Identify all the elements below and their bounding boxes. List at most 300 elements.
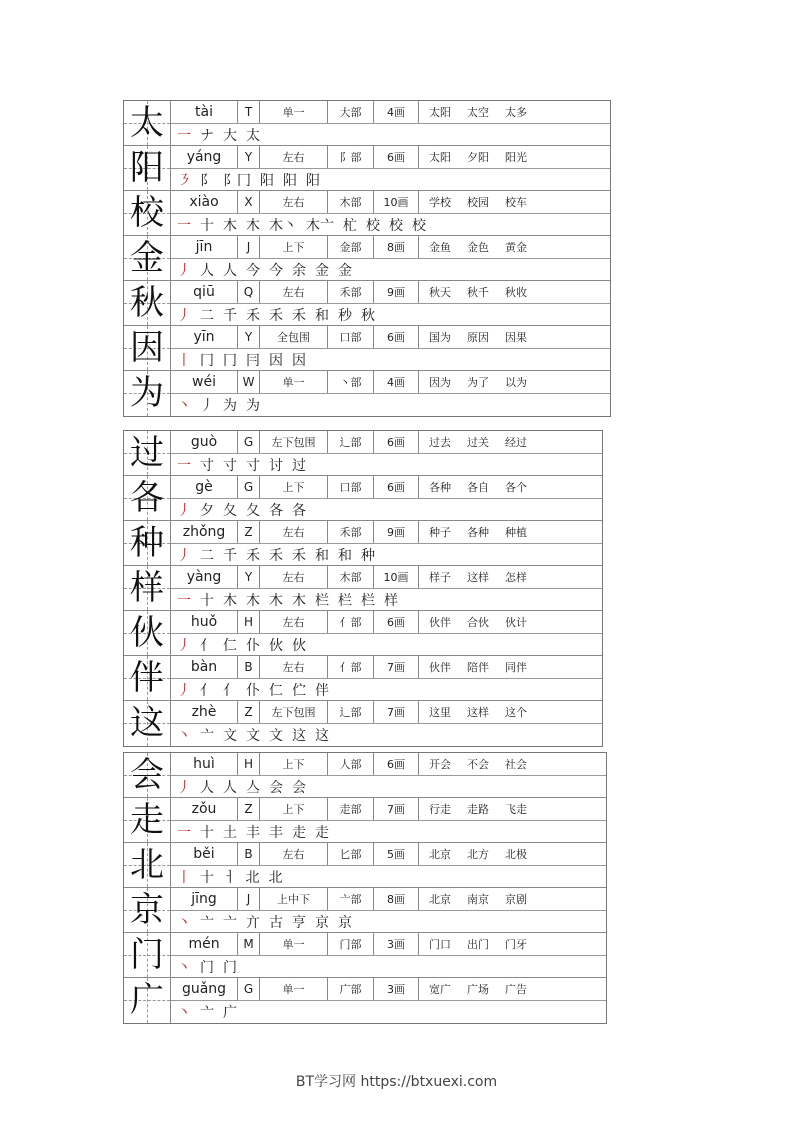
stroke-order — [171, 499, 602, 520]
example-words — [419, 371, 610, 393]
example-word: 行走 — [429, 803, 451, 816]
info-row — [171, 191, 610, 214]
character-entry — [124, 326, 610, 371]
stroke-step: 亻 — [200, 637, 214, 654]
info-row — [171, 281, 610, 304]
radical: 口部 — [328, 476, 374, 498]
example-word: 这个 — [505, 706, 527, 719]
pinyin: guò — [171, 431, 238, 453]
character: 各 — [130, 478, 164, 518]
stroke-step: ㅓ — [223, 869, 237, 886]
stroke-step: 十 — [200, 824, 214, 841]
pinyin: zǒu — [171, 798, 238, 820]
stroke-step: 亨 — [292, 914, 306, 931]
example-word: 因为 — [429, 376, 451, 389]
pinyin: yīn — [171, 326, 238, 348]
initial-letter: W — [238, 371, 260, 393]
character-entry — [124, 933, 606, 978]
character-entry — [124, 843, 606, 888]
stroke-order — [171, 259, 610, 280]
radical: 亻部 — [328, 656, 374, 678]
initial-letter: Y — [238, 146, 260, 168]
stroke-step: 伙 — [269, 637, 283, 654]
stroke-step: 仆 — [246, 637, 260, 654]
example-words — [419, 326, 610, 348]
stroke-step: 丿 — [200, 398, 214, 414]
character-table-2 — [123, 430, 603, 747]
structure: 左右 — [260, 566, 328, 588]
character-entry — [124, 281, 610, 326]
stroke-order — [171, 634, 602, 655]
stroke-step: 一 — [177, 824, 191, 841]
example-word: 这样 — [467, 571, 489, 584]
structure: 左右 — [260, 656, 328, 678]
character-entry — [124, 611, 602, 656]
example-word: 秋天 — [429, 286, 451, 299]
pinyin: jīn — [171, 236, 238, 258]
stroke-step: 人 — [223, 262, 237, 279]
stroke-step: 门 — [200, 959, 214, 976]
character-cell — [124, 236, 171, 280]
radical: 木部 — [328, 566, 374, 588]
character-entry — [124, 146, 610, 191]
stroke-order — [171, 679, 602, 700]
example-word: 原因 — [467, 331, 489, 344]
example-words — [419, 888, 606, 910]
stroke-step: 丿 — [177, 307, 191, 324]
example-word: 出门 — [467, 938, 489, 951]
character: 种 — [130, 523, 164, 563]
stroke-count: 5画 — [374, 843, 419, 865]
example-word: 夕阳 — [467, 151, 489, 164]
stroke-step: 伫 — [292, 682, 306, 699]
structure: 左右 — [260, 611, 328, 633]
stroke-order — [171, 589, 602, 610]
stroke-step: 阝 — [200, 172, 214, 189]
example-word: 陪伴 — [467, 661, 489, 674]
stroke-count: 3画 — [374, 978, 419, 1000]
info-row — [171, 843, 606, 866]
stroke-step: 会 — [292, 779, 306, 796]
example-word: 黄金 — [505, 241, 527, 254]
example-word: 北极 — [505, 848, 527, 861]
example-words — [419, 236, 610, 258]
stroke-step: 仁 — [269, 682, 283, 699]
example-word: 种植 — [505, 526, 527, 539]
stroke-step: 栏 — [315, 592, 329, 609]
stroke-step: 走 — [315, 824, 329, 841]
example-word: 为了 — [467, 376, 489, 389]
example-word: 走路 — [467, 803, 489, 816]
character-cell — [124, 371, 171, 416]
example-words — [419, 191, 610, 213]
example-words — [419, 566, 602, 588]
stroke-step: 十 — [200, 869, 214, 886]
stroke-step: 丰 — [246, 824, 260, 841]
character-table-1 — [123, 100, 611, 417]
example-word: 南京 — [467, 893, 489, 906]
stroke-step: 丿 — [177, 502, 191, 519]
pinyin: huǒ — [171, 611, 238, 633]
stroke-step: 禾 — [292, 547, 306, 564]
character: 因 — [130, 328, 164, 368]
stroke-step: 丨 — [177, 869, 191, 886]
example-word: 太空 — [467, 106, 489, 119]
initial-letter: B — [238, 843, 260, 865]
stroke-step: 禾 — [292, 307, 306, 324]
example-word: 以为 — [505, 376, 527, 389]
structure: 单一 — [260, 978, 328, 1000]
example-word: 这里 — [429, 706, 451, 719]
stroke-step: 冃 — [246, 352, 260, 369]
character: 样 — [130, 568, 164, 608]
info-row — [171, 656, 602, 679]
stroke-step: 亻 — [200, 682, 214, 699]
radical: 辶部 — [328, 431, 374, 453]
info-row — [171, 371, 610, 394]
stroke-step: 校 — [389, 217, 403, 234]
stroke-step: 为 — [223, 398, 237, 414]
info-row — [171, 978, 606, 1001]
stroke-step: 金 — [338, 262, 352, 279]
stroke-step: 夂 — [223, 502, 237, 519]
stroke-count: 9画 — [374, 521, 419, 543]
stroke-count: 6画 — [374, 326, 419, 348]
example-word: 门口 — [429, 938, 451, 951]
pinyin: xiào — [171, 191, 238, 213]
stroke-step: 丿 — [177, 547, 191, 564]
stroke-step: 秒 — [338, 307, 352, 324]
pinyin: zhǒng — [171, 521, 238, 543]
stroke-step: 木 — [246, 592, 260, 609]
character: 伴 — [130, 658, 164, 698]
example-word: 因果 — [505, 331, 527, 344]
stroke-step: 木亠 — [306, 217, 334, 234]
character: 金 — [130, 238, 164, 278]
stroke-step: 二 — [200, 547, 214, 564]
structure: 上下 — [260, 236, 328, 258]
pinyin: wéi — [171, 371, 238, 393]
stroke-step: 千 — [223, 547, 237, 564]
stroke-step: 丨 — [177, 352, 191, 369]
stroke-step: 过 — [292, 457, 306, 474]
stroke-step: 一 — [177, 592, 191, 609]
stroke-step: 冂 — [223, 352, 237, 369]
stroke-step: 丰 — [269, 824, 283, 841]
character: 秋 — [130, 283, 164, 323]
stroke-step: 丶 — [177, 959, 191, 976]
character-cell — [124, 101, 171, 145]
character: 伙 — [130, 613, 164, 653]
stroke-step: 木丶 — [269, 217, 297, 234]
stroke-order — [171, 454, 602, 475]
stroke-order — [171, 544, 602, 565]
stroke-order — [171, 956, 606, 977]
structure: 左右 — [260, 281, 328, 303]
stroke-step: 人 — [200, 262, 214, 279]
character-cell — [124, 281, 171, 325]
character-entry — [124, 476, 602, 521]
info-row — [171, 146, 610, 169]
stroke-order — [171, 724, 602, 746]
example-word: 广场 — [467, 983, 489, 996]
stroke-step: 木 — [223, 217, 237, 234]
character: 门 — [130, 935, 164, 975]
stroke-step: 杧 — [343, 217, 357, 234]
stroke-step: 太 — [246, 127, 260, 144]
example-word: 秋千 — [467, 286, 489, 299]
stroke-step: 伙 — [292, 637, 306, 654]
stroke-step: 一 — [177, 127, 191, 144]
stroke-count: 7画 — [374, 798, 419, 820]
initial-letter: Z — [238, 701, 260, 723]
stroke-count: 8画 — [374, 888, 419, 910]
structure: 上下 — [260, 476, 328, 498]
stroke-step: 因 — [292, 352, 306, 369]
stroke-count: 7画 — [374, 701, 419, 723]
initial-letter: Y — [238, 566, 260, 588]
character: 太 — [130, 103, 164, 143]
stroke-step: 今 — [269, 262, 283, 279]
stroke-step: 和 — [315, 547, 329, 564]
stroke-count: 8画 — [374, 236, 419, 258]
stroke-step: 为 — [246, 398, 260, 414]
character: 过 — [130, 433, 164, 473]
stroke-step: 亠 — [200, 728, 214, 744]
stroke-step: 丿 — [177, 779, 191, 796]
stroke-step: 寸 — [223, 457, 237, 474]
stroke-step: 一 — [177, 457, 191, 474]
stroke-step: 土 — [223, 824, 237, 841]
example-words — [419, 656, 602, 678]
stroke-step: ㇋ — [177, 172, 191, 189]
stroke-step: 禾 — [269, 547, 283, 564]
initial-letter: J — [238, 236, 260, 258]
stroke-count: 6画 — [374, 146, 419, 168]
character: 为 — [130, 373, 164, 413]
stroke-step: 种 — [361, 547, 375, 564]
stroke-step: 丿 — [177, 637, 191, 654]
stroke-step: 寸 — [200, 457, 214, 474]
radical: 木部 — [328, 191, 374, 213]
character-entry — [124, 371, 610, 416]
stroke-step: 仆 — [246, 682, 260, 699]
character-cell — [124, 978, 171, 1023]
radical: 禾部 — [328, 281, 374, 303]
character-entry — [124, 888, 606, 933]
pinyin: huì — [171, 753, 238, 775]
radical: 大部 — [328, 101, 374, 123]
stroke-step: 丶 — [177, 1005, 191, 1021]
stroke-step: 走 — [292, 824, 306, 841]
pinyin: jīng — [171, 888, 238, 910]
radical: 阝部 — [328, 146, 374, 168]
info-row — [171, 566, 602, 589]
character-cell — [124, 656, 171, 700]
pinyin: běi — [171, 843, 238, 865]
example-word: 阳光 — [505, 151, 527, 164]
stroke-step: 今 — [246, 262, 260, 279]
stroke-step: 禾 — [246, 547, 260, 564]
stroke-step: 阳 — [306, 172, 320, 189]
stroke-order — [171, 1001, 606, 1023]
example-word: 伙伴 — [429, 616, 451, 629]
stroke-step: 丶 — [177, 914, 191, 931]
stroke-step: 文 — [246, 728, 260, 744]
character-entry — [124, 101, 610, 146]
stroke-count: 9画 — [374, 281, 419, 303]
stroke-step: 木 — [223, 592, 237, 609]
character: 走 — [130, 800, 164, 840]
stroke-step: 亣 — [246, 914, 260, 931]
stroke-step: 亠 — [200, 914, 214, 931]
stroke-step: 这 — [315, 728, 329, 744]
stroke-step: 和 — [315, 307, 329, 324]
example-word: 各种 — [429, 481, 451, 494]
radical: 门部 — [328, 933, 374, 955]
example-word: 各自 — [467, 481, 489, 494]
example-word: 不会 — [467, 758, 489, 771]
example-word: 同伴 — [505, 661, 527, 674]
stroke-order — [171, 911, 606, 932]
example-word: 各种 — [467, 526, 489, 539]
stroke-step: 亻 — [223, 682, 237, 699]
character-cell — [124, 326, 171, 370]
initial-letter: H — [238, 753, 260, 775]
character-entry — [124, 978, 606, 1023]
stroke-step: 金 — [315, 262, 329, 279]
stroke-step: 丿 — [177, 262, 191, 279]
example-word: 北方 — [467, 848, 489, 861]
radical: 人部 — [328, 753, 374, 775]
example-words — [419, 843, 606, 865]
character: 校 — [130, 193, 164, 233]
example-word: 金鱼 — [429, 241, 451, 254]
pinyin: guǎng — [171, 978, 238, 1000]
stroke-step: 夕 — [200, 502, 214, 519]
stroke-step: 校 — [412, 217, 426, 234]
structure: 单一 — [260, 933, 328, 955]
radical: 亻部 — [328, 611, 374, 633]
example-words — [419, 476, 602, 498]
pinyin: mén — [171, 933, 238, 955]
info-row — [171, 101, 610, 124]
example-words — [419, 753, 606, 775]
structure: 单一 — [260, 101, 328, 123]
stroke-step: 栏 — [338, 592, 352, 609]
structure: 左右 — [260, 843, 328, 865]
radical: 走部 — [328, 798, 374, 820]
example-word: 学校 — [429, 196, 451, 209]
stroke-step: 校 — [366, 217, 380, 234]
stroke-step: 阳 — [283, 172, 297, 189]
example-words — [419, 281, 610, 303]
radical: 广部 — [328, 978, 374, 1000]
stroke-step: 栏 — [361, 592, 375, 609]
stroke-count: 4画 — [374, 101, 419, 123]
structure: 上中下 — [260, 888, 328, 910]
stroke-step: 亠 — [223, 914, 237, 931]
stroke-step: 广 — [223, 1005, 237, 1021]
character-entry — [124, 701, 602, 746]
character-entry — [124, 521, 602, 566]
stroke-count: 7画 — [374, 656, 419, 678]
character-cell — [124, 933, 171, 977]
example-word: 伙计 — [505, 616, 527, 629]
stroke-count: 10画 — [374, 191, 419, 213]
character: 会 — [130, 755, 164, 795]
structure: 单一 — [260, 371, 328, 393]
example-word: 太阳 — [429, 106, 451, 119]
info-row — [171, 798, 606, 821]
pinyin: zhè — [171, 701, 238, 723]
stroke-step: 冂 — [200, 352, 214, 369]
example-word: 宽广 — [429, 983, 451, 996]
pinyin: qiū — [171, 281, 238, 303]
character-cell — [124, 146, 171, 190]
stroke-step: 讨 — [269, 457, 283, 474]
stroke-step: 木 — [269, 592, 283, 609]
stroke-order — [171, 169, 610, 190]
info-row — [171, 326, 610, 349]
stroke-step: 古 — [269, 914, 283, 931]
character-cell — [124, 611, 171, 655]
character: 阳 — [130, 148, 164, 188]
character-cell — [124, 798, 171, 842]
footer-source: BT学习网 https://btxuexi.com — [295, 1074, 498, 1090]
example-words — [419, 978, 606, 1000]
character-cell — [124, 191, 171, 235]
example-word: 伙伴 — [429, 661, 451, 674]
character-entry — [124, 191, 610, 236]
stroke-order — [171, 866, 606, 887]
stroke-step: 京 — [315, 914, 329, 931]
initial-letter: Z — [238, 798, 260, 820]
stroke-count: 10画 — [374, 566, 419, 588]
stroke-step: 北 — [268, 869, 283, 886]
example-words — [419, 798, 606, 820]
stroke-step: 丿 — [177, 682, 191, 699]
structure: 左右 — [260, 146, 328, 168]
initial-letter: H — [238, 611, 260, 633]
info-row — [171, 476, 602, 499]
info-row — [171, 933, 606, 956]
stroke-step: 十 — [200, 592, 214, 609]
example-word: 金色 — [467, 241, 489, 254]
character-cell — [124, 566, 171, 610]
pinyin: yàng — [171, 566, 238, 588]
character-table-3 — [123, 752, 607, 1024]
initial-letter: Z — [238, 521, 260, 543]
pinyin: bàn — [171, 656, 238, 678]
structure: 左下包围 — [260, 701, 328, 723]
example-word: 广告 — [505, 983, 527, 996]
example-words — [419, 933, 606, 955]
stroke-step: 亠 — [200, 1005, 214, 1021]
radical: 匕部 — [328, 843, 374, 865]
stroke-step: 仁 — [223, 637, 237, 654]
info-row — [171, 888, 606, 911]
pinyin: tài — [171, 101, 238, 123]
character-cell — [124, 701, 171, 746]
stroke-step: 各 — [269, 502, 283, 519]
stroke-step: 丶 — [177, 728, 191, 744]
stroke-count: 3画 — [374, 933, 419, 955]
initial-letter: G — [238, 476, 260, 498]
example-words — [419, 521, 602, 543]
stroke-order — [171, 214, 610, 235]
example-word: 经过 — [505, 436, 527, 449]
